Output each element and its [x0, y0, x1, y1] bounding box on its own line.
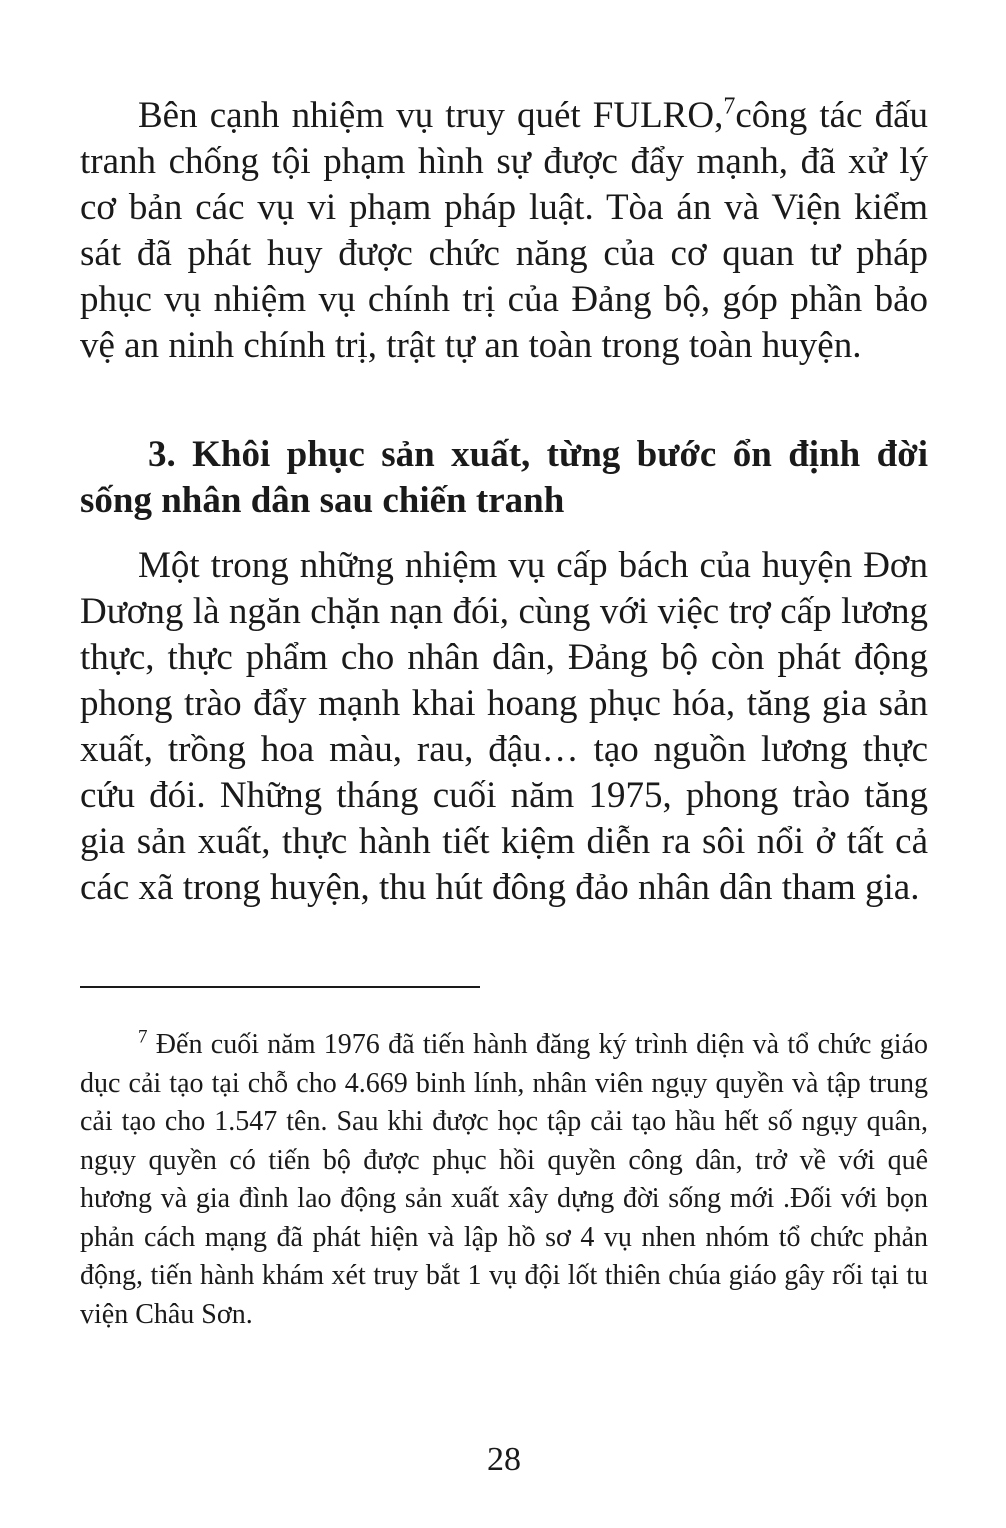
footnote-divider — [80, 986, 480, 988]
footnote-reference-7[interactable]: 7 — [723, 93, 736, 120]
paragraph-fulro — [80, 93, 928, 369]
footnote-marker: 7 — [138, 1026, 148, 1048]
paragraph-production: Một trong những nhiệm vụ cấp bách của huyện Đơn Dương là ngăn chặn nạn đói, cùng với việc trợ cấp lương thực, thực phẩm cho nhân dân, Đảng bộ còn phát động phong trào đẩy mạnh khai hoang phục hóa, tăng gia sản xuất, trồng hoa màu, rau, đậu… tạo nguồn lương thực cứu đói. Những tháng cuối năm 1975, phong trào tăng gia sản xuất, thực hành tiết kiệm diễn ra sôi nổi ở tất cả các xã trong huyện, thu hút đông đảo nhân dân tham gia. — [80, 545, 928, 908]
paragraph-fulro-text-end: công tác đấu tranh chống tội phạm hình sự được đẩy mạnh, đã xử lý cơ bản các vụ vi phạm pháp luật. Tòa án và Viện kiểm sát đã phát huy được chức năng của cơ quan tư pháp phục vụ nhiệm vụ chính trị của Đảng bộ, góp phần bảo vệ an ninh chính trị, trật tự an toàn trong toàn huyện. — [80, 95, 928, 366]
footnote — [80, 1026, 928, 1334]
book-page — [80, 0, 928, 1528]
paragraph-fulro-text-start: Bên cạnh nhiệm vụ truy quét FULRO, — [138, 95, 724, 136]
section-heading: 3. Khôi phục sản xuất, từng bước ổn định đời sống nhân dân sau chiến tranh — [80, 434, 928, 521]
page-number: 28 — [487, 1441, 521, 1478]
footnote-text: Đến cuối năm 1976 đã tiến hành đăng ký trình diện và tổ chức giáo dục cải tạo tại chỗ cho 4.669 binh lính, nhân viên ngụy quyền và tập trung cải tạo cho 1.547 tên. Sau khi được học tập cải tạo hầu hết số ngụy quân, ngụy quyền có tiến bộ được phục hồi quyền công dân, trở về với quê hương và gia đình lao động sản xuất xây dựng đời sống mới .Đối với bọn phản cách mạng đã phát hiện và lập hồ sơ 4 vụ nhen nhóm tổ chức phản động, tiến hành khám xét truy bắt 1 vụ đội lốt thiên chúa giáo gây rối tại tu viện Châu Sơn. — [80, 1029, 928, 1330]
